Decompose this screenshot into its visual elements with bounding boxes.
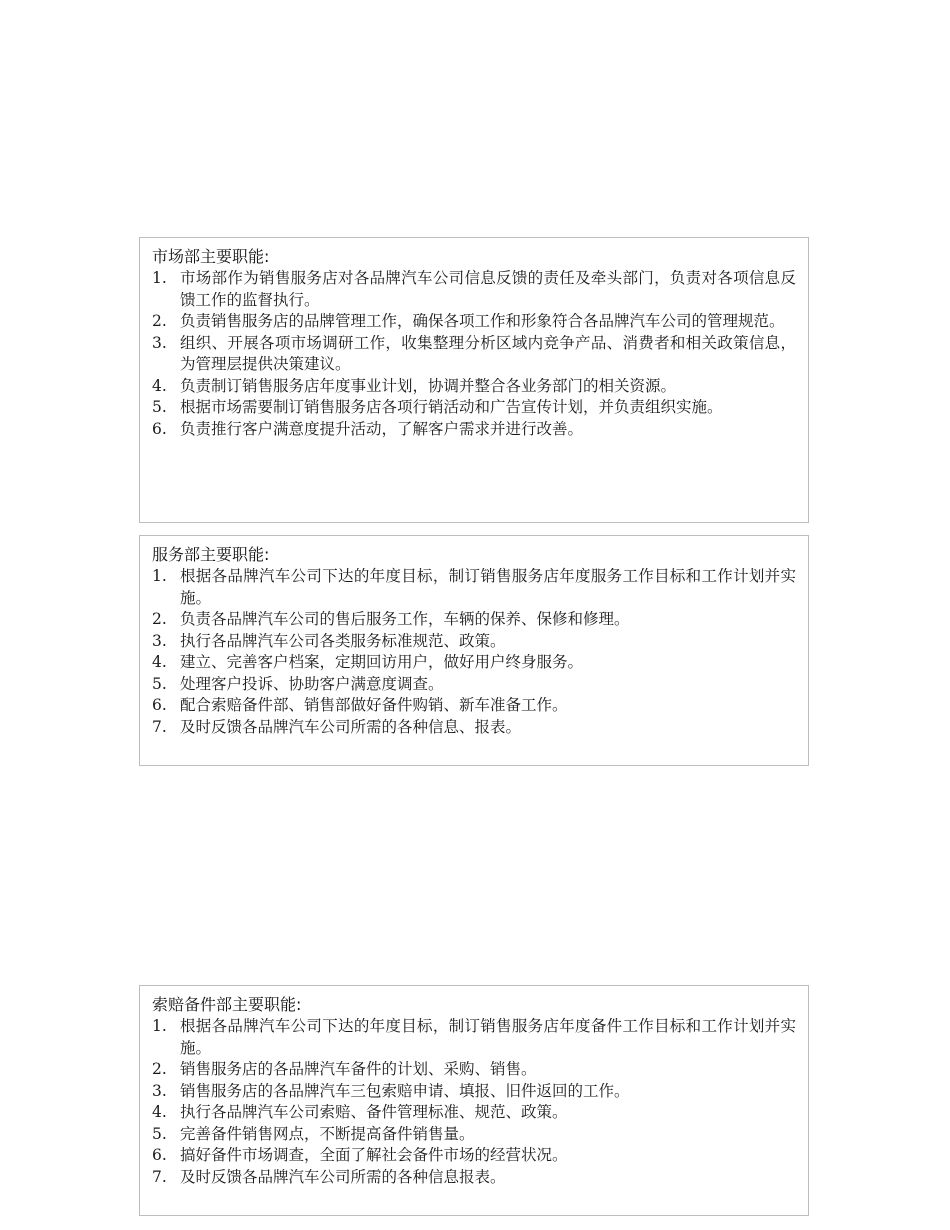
item-text: 负责销售服务店的品牌管理工作，确保各项工作和形象符合各品牌汽车公司的管理规范。: [180, 312, 785, 330]
list-item: [152, 311, 796, 333]
list-item: [152, 1016, 796, 1059]
list-item: [152, 717, 796, 739]
item-number: 6.: [152, 419, 167, 438]
item-text: 根据各品牌汽车公司下达的年度目标，制订销售服务店年度备件工作目标和工作计划并实施。: [180, 1017, 796, 1057]
duty-list: [152, 268, 796, 440]
item-text: 及时反馈各品牌汽车公司所需的各种信息报表。: [180, 1167, 506, 1186]
item-number: 5.: [152, 398, 167, 416]
list-item: [152, 376, 796, 398]
item-text: 根据各品牌汽车公司下达的年度目标，制订销售服务店年度服务工作目标和工作计划并实施。: [180, 567, 796, 607]
section-title: 市场部主要职能:: [152, 247, 270, 266]
list-item: [152, 397, 796, 419]
item-text: 搞好备件市场调查，全面了解社会备件市场的经营状况。: [180, 1146, 568, 1164]
list-item: [152, 1145, 796, 1167]
item-number: 4.: [152, 653, 167, 671]
item-number: 3.: [152, 631, 167, 650]
list-item: [152, 1124, 796, 1146]
item-number: 1.: [152, 567, 167, 585]
claims-parts-dept-section: [139, 985, 809, 1216]
item-text: 市场部作为销售服务店对各品牌汽车公司信息反馈的责任及牵头部门，负责对各项信息反馈工作的监督执行。: [180, 269, 796, 309]
duty-list: [152, 1016, 796, 1188]
item-number: 1.: [152, 269, 167, 287]
item-text: 负责各品牌汽车公司的售后服务工作，车辆的保养、保修和修理。: [180, 610, 630, 628]
list-item: [152, 695, 796, 717]
duty-list: [152, 566, 796, 738]
list-item: [152, 609, 796, 631]
list-item: [152, 268, 796, 311]
item-number: 6.: [152, 1146, 167, 1164]
market-dept-section: [139, 237, 809, 523]
item-number: 4.: [152, 1103, 167, 1121]
item-text: 完善备件销售网点，不断提高备件销售量。: [180, 1124, 475, 1143]
item-text: 执行各品牌汽车公司各类服务标准规范、政策。: [180, 631, 506, 650]
list-item: [152, 566, 796, 609]
item-text: 组织、开展各项市场调研工作，收集整理分析区域内竞争产品、消费者和相关政策信息，为管理层提供决策建议。: [180, 333, 796, 373]
item-number: 7.: [152, 717, 167, 736]
item-text: 建立、完善客户档案，定期回访用户，做好用户终身服务。: [180, 653, 584, 671]
item-number: 1.: [152, 1017, 167, 1035]
item-number: 2.: [152, 610, 167, 628]
item-number: 7.: [152, 1167, 167, 1186]
item-number: 6.: [152, 696, 167, 714]
item-text: 执行各品牌汽车公司索赔、备件管理标准、规范、政策。: [180, 1103, 568, 1121]
item-text: 处理客户投诉、协助客户满意度调查。: [180, 674, 444, 693]
item-text: 负责推行客户满意度提升活动，了解客户需求并进行改善。: [180, 419, 584, 438]
item-text: 及时反馈各品牌汽车公司所需的各种信息、报表。: [180, 717, 522, 736]
list-item: [152, 1059, 796, 1081]
list-item: [152, 652, 796, 674]
list-item: [152, 1081, 796, 1103]
item-number: 2.: [152, 1060, 167, 1078]
item-number: 5.: [152, 674, 167, 693]
list-item: [152, 674, 796, 696]
item-number: 4.: [152, 376, 167, 395]
item-number: 3.: [152, 1081, 167, 1100]
item-number: 2.: [152, 312, 167, 330]
item-number: 3.: [152, 333, 167, 352]
list-item: [152, 1167, 796, 1189]
section-title: 索赔备件部主要职能:: [152, 995, 302, 1014]
service-dept-section: [139, 535, 809, 766]
list-item: [152, 333, 796, 376]
item-text: 销售服务店的各品牌汽车三包索赔申请、填报、旧件返回的工作。: [180, 1081, 630, 1100]
item-text: 配合索赔备件部、销售部做好备件购销、新车准备工作。: [180, 696, 568, 714]
list-item: [152, 419, 796, 441]
item-text: 销售服务店的各品牌汽车备件的计划、采购、销售。: [180, 1060, 537, 1078]
item-number: 5.: [152, 1124, 167, 1143]
section-title: 服务部主要职能:: [152, 545, 270, 564]
item-text: 根据市场需要制订销售服务店各项行销活动和广告宣传计划，并负责组织实施。: [180, 398, 723, 416]
item-text: 负责制订销售服务店年度事业计划，协调并整合各业务部门的相关资源。: [180, 376, 677, 395]
list-item: [152, 631, 796, 653]
list-item: [152, 1102, 796, 1124]
